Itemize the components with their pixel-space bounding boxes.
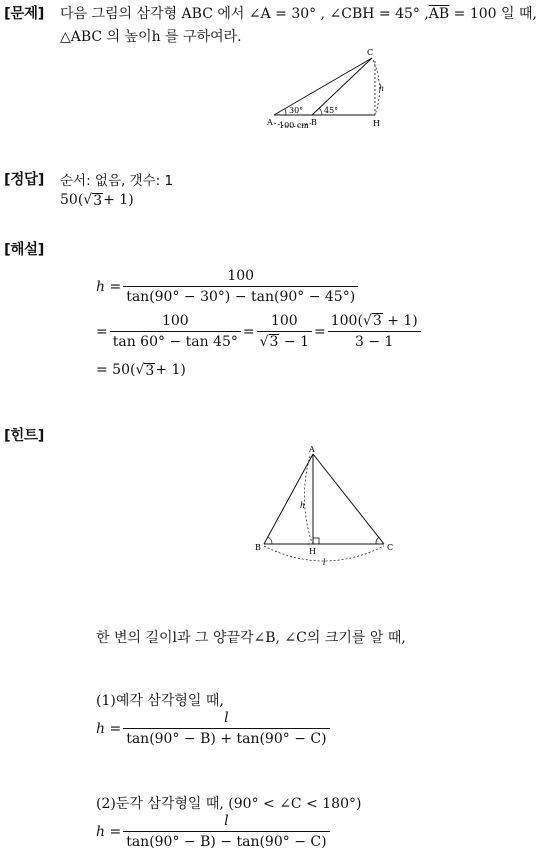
figure-label-h: H — [373, 119, 380, 128]
figure-base-length: 100 cm — [279, 121, 309, 130]
figure-label-a: A — [267, 118, 273, 127]
figure-side-bc — [312, 58, 372, 115]
hint-right-angle — [313, 538, 319, 544]
hint-tag: [힌트] — [4, 428, 45, 444]
figure-label-c: C — [367, 48, 374, 57]
hint-h-arc — [304, 456, 312, 543]
answer-meta: 순서: 없음, 갯수: 1 — [60, 173, 174, 189]
hint-case-2-title: (2)둔각 삼각형일 때, (90° < ∠C < 180°) — [96, 796, 362, 812]
hint-figure — [250, 440, 400, 570]
solution-eq-2: = $\frac{100}{\tan 60^\circ - \tan 45^\circ}$ = $\frac{100}{√3 - 1}$ = $\frac{100(√3 + 1)}{3 - 1}$ — [96, 313, 423, 351]
hint-label-a: A — [309, 445, 315, 454]
hint-angle-c — [376, 537, 379, 544]
hint-case-1-formula: h = $\frac{l}{\tan(90^\circ - B) + \tan(90^\circ - C)}$ — [96, 710, 332, 748]
problem-line-1-post: = 100 일 때, — [449, 6, 537, 22]
figure-angle-a-arc — [285, 109, 286, 115]
hint-label-height: h — [300, 501, 306, 510]
problem-tag: [문제] — [4, 6, 45, 22]
figure-angle-b-arc — [319, 108, 322, 115]
solution-tag: [해설] — [4, 242, 45, 258]
hint-intro: 한 변의 길이l과 그 양끝각∠B, ∠C의 크기를 알 때, — [96, 630, 406, 646]
figure-label-b: B — [311, 118, 317, 127]
problem-line-1-pre: 다음 그림의 삼각형 ABC 에서 ∠A = 30° , ∠CBH = 45° , — [60, 6, 429, 22]
hint-case-2-formula: h = $\frac{l}{\tan(90^\circ - B) - \tan(90^\circ - C)}$ — [96, 813, 332, 851]
problem-line-2: △ABC 의 높이h 를 구하여라. — [60, 29, 242, 45]
problem-line-1 — [60, 3, 537, 23]
answer-value: 50( √ 3 + 1) — [60, 192, 134, 209]
hint-side-ab — [264, 454, 313, 544]
figure-angle-b: 45° — [324, 106, 339, 115]
figure-label-height: h — [379, 84, 385, 93]
solution-eq-3: = 50( √ 3 + 1) — [96, 362, 186, 379]
hint-side-ac — [313, 454, 384, 544]
problem-ab-overline: $\overline{AB}$ — [428, 6, 450, 22]
solution-eq-1: h = $\frac{100}{\tan(90^\circ - 30^\circ) - \tan(90^\circ - 45^\circ)}$ — [96, 268, 360, 306]
hint-label-length: l — [323, 558, 326, 567]
hint-label-b: B — [255, 543, 261, 552]
hint-label-h: H — [309, 547, 316, 556]
solution-eq-1-fraction: $\frac{100}{\tan(90^\circ - 30^\circ) - \tan(90^\circ - 45^\circ)}$ — [123, 268, 358, 306]
problem-figure — [262, 46, 392, 134]
hint-case-1-title: (1)예각 삼각형일 때, — [96, 693, 224, 709]
hint-angle-b — [268, 537, 272, 544]
figure-angle-a: 30° — [289, 106, 304, 115]
hint-label-c: C — [387, 543, 394, 552]
answer-tag: [정답] — [4, 172, 45, 188]
